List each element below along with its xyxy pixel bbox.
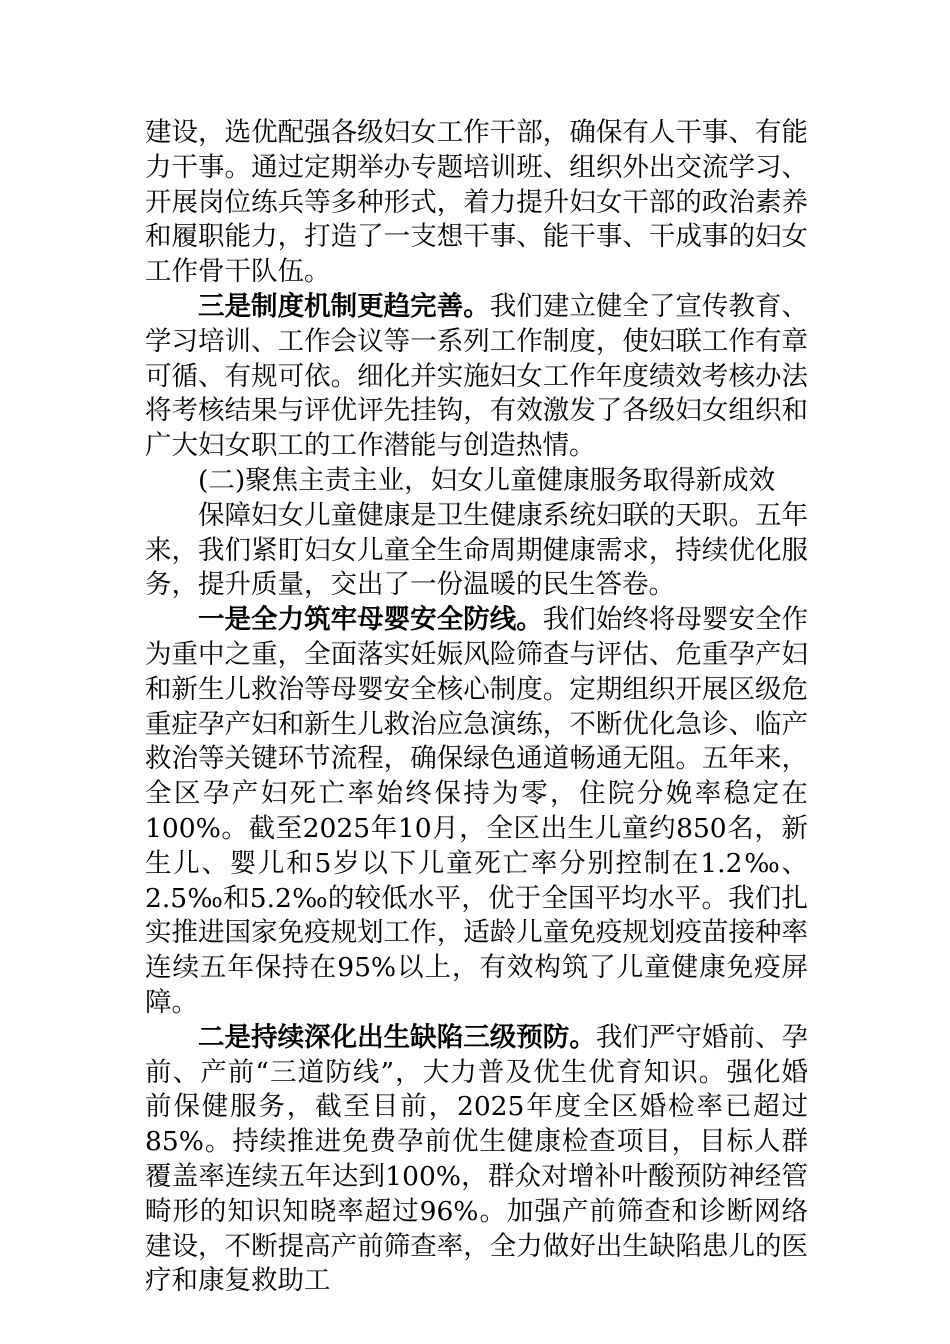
paragraph-body-maternal: 我们始终将母婴安全作为重中之重，全面落实妊娠风险筛查与评估、危重孕产妇和新生儿救治等母婴安全核心制度。定期组织开展区级危重症孕产妇和新生儿救治应急演练，不断优化急诊、临产救治等关键环节流程，确保绿色通道畅通无阻。五年来，全区孕产妇死亡率始终保持为零，住院分娩率稳定在100%。截至2025年10月，全区出生儿童约850名，新生儿、婴儿和5岁以下儿童死亡率分别控制在1.2‰、2.5‰和5.2‰的较低水平，优于全国平均水平。我们扎实推进国家免疫规划工作，适龄儿童免疫规划疫苗接种率连续五年保持在95%以上，有效构筑了儿童健康免疫屏障。 xyxy=(145,604,809,1018)
paragraph-institutional-mechanism xyxy=(145,290,808,464)
paragraph-cadre-building: 建设，选优配强各级妇女工作干部，确保有人干事、有能力干事。通过定期举办专题培训班、组织外出交流学习、开展岗位练兵等多种形式，着力提升妇女干部的政治素养和履职能力，打造了一支想干事、能干事、干成事的妇女工作骨干队伍。 xyxy=(145,117,808,288)
paragraph-maternal-safety xyxy=(145,603,808,1021)
paragraph-birth-defect-prevention xyxy=(145,1021,808,1299)
paragraph-health-intro: 保障妇女儿童健康是卫生健康系统妇联的天职。五年来，我们紧盯妇女儿童全生命周期健康需求，持续优化服务，提升质量，交出了一份温暖的民生答卷。 xyxy=(145,499,808,601)
paragraph-lead-institutional: 三是制度机制更趋完善。 xyxy=(198,290,490,322)
section-heading-health-services: (二)聚焦主责主业，妇女儿童健康服务取得新成效 xyxy=(198,464,776,496)
document-page xyxy=(145,116,808,1299)
paragraph-body-institutional: 我们建立健全了宣传教育、学习培训、工作会议等一系列工作制度，使妇联工作有章可循、有规可依。细化并实施妇女工作年度绩效考核办法将考核结果与评优评先挂钩，有效激发了各级妇女组织和广大妇女职工的工作潜能与创造热情。 xyxy=(145,290,808,462)
paragraph-lead-birth-defect: 二是持续深化出生缺陷三级预防。 xyxy=(198,1021,596,1053)
paragraph-lead-maternal: 一是全力筑牢母婴安全防线。 xyxy=(198,604,543,636)
paragraph-body-birth-defect: 我们严守婚前、孕前、产前“三道防线”，大力普及优生优育知识。强化婚前保健服务，截至目前，2025年度全区婚检率已超过85%。持续推进免费孕前优生健康检查项目，目标人群覆盖率连续五年达到100%，群众对增补叶酸预防神经管畸形的知识知晓率超过96%。加强产前筛查和诊断网络建设，不断提高产前筛查率，全力做好出生缺陷患儿的医疗和康复救助工 xyxy=(145,1021,809,1297)
